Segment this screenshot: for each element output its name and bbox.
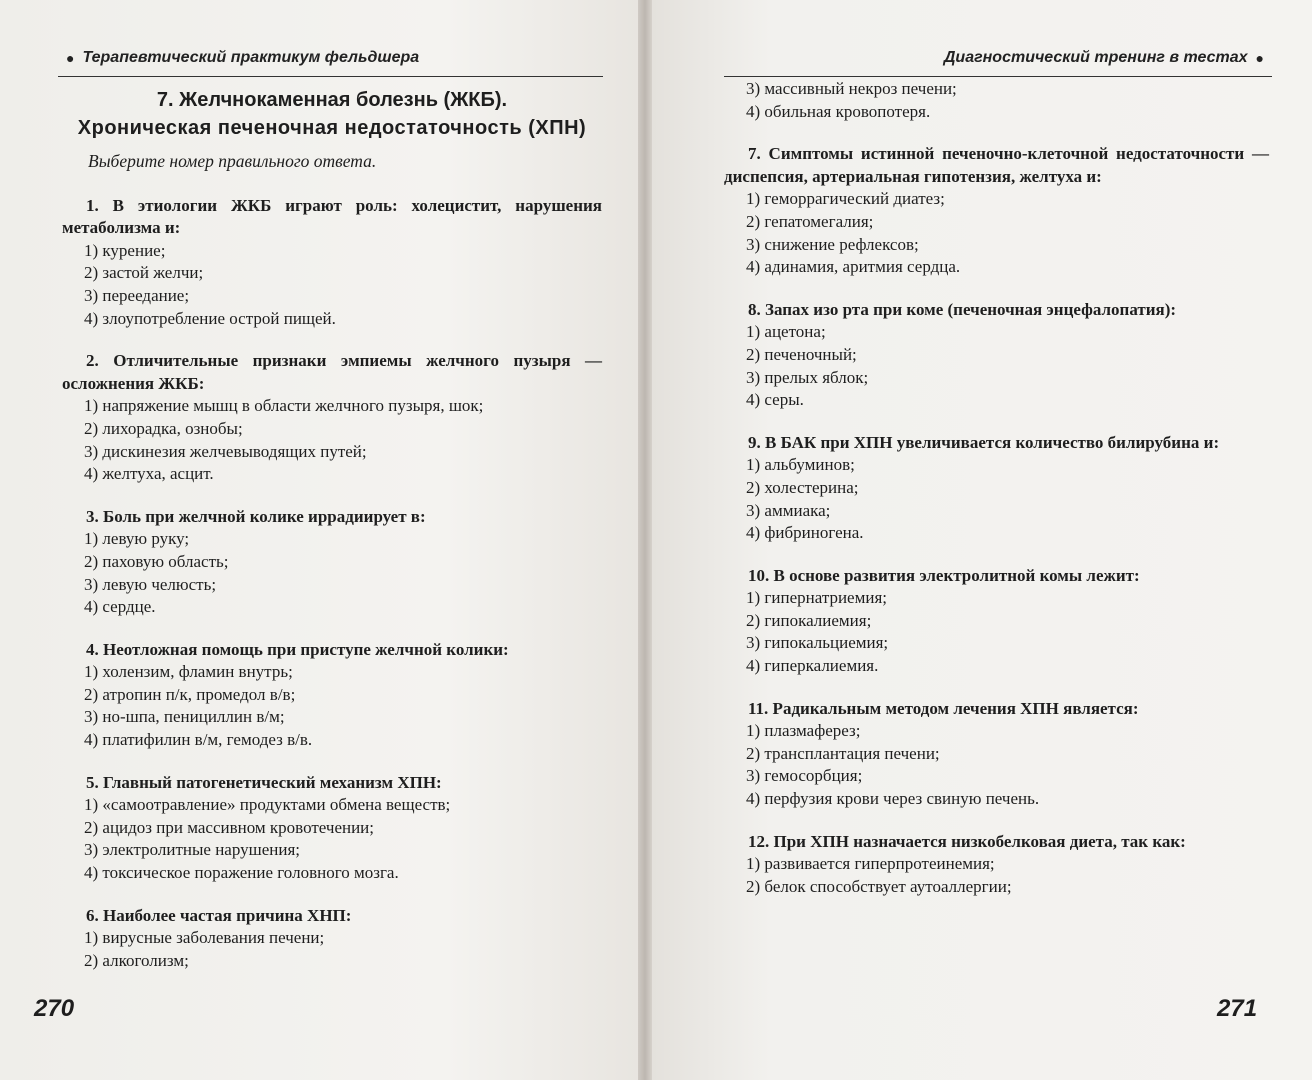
answer-option: 3) гемосорбция;	[746, 766, 863, 786]
answer-option: 4) фибриногена.	[746, 523, 864, 543]
answer-option: 1) напряжение мышц в области желчного пузыря, шок;	[84, 396, 484, 416]
answer-option: 2) атропин п/к, промедол в/в;	[84, 684, 296, 704]
question-block	[724, 143, 1269, 279]
question-text: 11. Радикальным методом лечения ХПН является:	[748, 698, 1139, 718]
left-page-number: 270	[34, 995, 75, 1022]
answer-option: 4) адинамия, аритмия сердца.	[746, 257, 961, 277]
answer-option: 2) ацидоз при массивном кровотечении;	[84, 817, 375, 837]
question-block	[62, 772, 602, 885]
right-page-number: 271	[1217, 995, 1258, 1022]
question-block	[724, 432, 1269, 545]
question-text: 2. Отличительные признаки эмпиемы желчного пузыря — осложнения ЖКБ:	[62, 351, 602, 393]
answer-option: 1) плазмаферез;	[746, 721, 861, 741]
answer-option: 4) платифилин в/м, гемодез в/в.	[84, 730, 313, 750]
answer-option: 2) белок способствует аутоаллергии;	[746, 876, 1012, 896]
answer-option: 1) вирусные заболевания печени;	[84, 928, 325, 948]
question-block	[724, 831, 1269, 899]
answer-option: 3) электролитные нарушения;	[84, 840, 300, 860]
answer-option: 4) перфузия крови через свиную печень.	[746, 789, 1040, 809]
bullet-icon: ●	[66, 50, 75, 66]
answer-option: 1) холензим, фламин внутрь;	[84, 662, 293, 682]
answer-option: 3) гипокальциемия;	[746, 633, 889, 653]
answer-option: 4) гиперкалиемия.	[746, 656, 879, 676]
answer-option: 2) алкоголизм;	[84, 950, 189, 970]
answer-option: 1) альбуминов;	[746, 455, 855, 475]
right-page	[652, 0, 1312, 1080]
answer-option: 2) застой желчи;	[84, 263, 204, 283]
right-running-head-text: Диагностический тренинг в тестах	[943, 49, 1248, 66]
answer-option: 1) курение;	[84, 240, 166, 260]
left-question-list	[62, 195, 602, 973]
question-text: 4. Неотложная помощь при приступе желчной колики:	[86, 639, 509, 659]
right-content	[724, 78, 1269, 918]
right-question-list	[724, 143, 1269, 898]
answer-option: 2) трансплантация печени;	[746, 743, 940, 763]
answer-option: 2) холестерина;	[746, 477, 859, 497]
answer-option: 3) аммиака;	[746, 500, 831, 520]
question-text: 12. При ХПН назначается низкобелковая диета, так как:	[748, 831, 1186, 851]
answer-option: 4) обильная кровопотеря.	[746, 101, 931, 121]
answer-option: 3) дискинезия желчевыводящих путей;	[84, 441, 367, 461]
chapter-title-line: 7. Желчнокаменная болезнь (ЖКБ).	[156, 89, 508, 111]
continued-options	[724, 78, 1269, 123]
answer-option: 2) гепатомегалия;	[746, 211, 874, 231]
left-page	[0, 0, 639, 1080]
book-gutter	[638, 0, 652, 1080]
answer-option: 1) геморрагический диатез;	[746, 189, 945, 209]
answer-option: 4) серы.	[746, 390, 804, 410]
bullet-icon: ●	[1255, 50, 1264, 66]
answer-option: 1) левую руку;	[84, 529, 190, 549]
answer-option: 2) паховую область;	[84, 551, 229, 571]
question-block	[62, 905, 602, 973]
answer-option: 2) лихорадка, ознобы;	[84, 418, 243, 438]
question-text: 3. Боль при желчной колике иррадиирует в:	[86, 506, 426, 526]
answer-option: 3) переедание;	[84, 285, 190, 305]
answer-option: 1) ацетона;	[746, 322, 826, 342]
question-text: 9. В БАК при ХПН увеличивается количество билирубина и:	[748, 432, 1220, 452]
question-block	[724, 698, 1269, 811]
answer-option: 3) но-шпа, пенициллин в/м;	[84, 707, 285, 727]
question-block	[62, 506, 602, 619]
answer-option: 3) массивный некроз печени;	[746, 79, 957, 98]
answer-option: 3) левую челюсть;	[84, 574, 217, 594]
answer-option: 1) «самоотравление» продуктами обмена веществ;	[84, 795, 451, 815]
question-text: 7. Симптомы истинной печеночно-клеточной недостаточности — диспепсия, артериальная гипотензия, желтуха и:	[724, 144, 1269, 186]
answer-option: 4) желтуха, асцит.	[84, 464, 214, 484]
answer-option: 4) токсическое поражение головного мозга.	[84, 863, 399, 883]
left-running-head-text: Терапевтический практикум фельдшера	[82, 49, 420, 66]
answer-option: 1) развивается гиперпротеинемия;	[746, 854, 995, 874]
instruction-text: Выберите номер правильного ответа.	[88, 151, 377, 171]
question-text: 10. В основе развития электролитной комы лежит:	[748, 565, 1140, 585]
question-block	[62, 195, 602, 331]
chapter-subtitle: Хроническая печеночная недостаточность (ХПН)	[77, 117, 587, 139]
question-block	[62, 350, 602, 486]
answer-option: 3) прелых яблок;	[746, 367, 869, 387]
left-content	[62, 86, 602, 992]
answer-option: 4) злоупотребление острой пищей.	[84, 308, 336, 328]
question-text: 8. Запах изо рта при коме (печеночная энцефалопатия):	[748, 299, 1177, 319]
chapter-title	[62, 86, 602, 142]
question-text: 5. Главный патогенетический механизм ХПН:	[86, 772, 442, 792]
answer-option: 1) гипернатриемия;	[746, 588, 888, 608]
answer-option: 4) сердце.	[84, 597, 156, 617]
right-running-head	[724, 40, 1272, 77]
question-block	[724, 565, 1269, 678]
question-text: 6. Наиболее частая причина ХНП:	[86, 905, 352, 925]
answer-option: 2) печеночный;	[746, 344, 857, 364]
answer-option: 3) снижение рефлексов;	[746, 234, 919, 254]
left-running-head	[58, 40, 603, 77]
question-block	[62, 639, 602, 752]
answer-option: 2) гипокалиемия;	[746, 610, 872, 630]
question-text: 1. В этиологии ЖКБ играют роль: холецистит, нарушения метаболизма и:	[62, 195, 602, 238]
question-block	[724, 299, 1269, 412]
